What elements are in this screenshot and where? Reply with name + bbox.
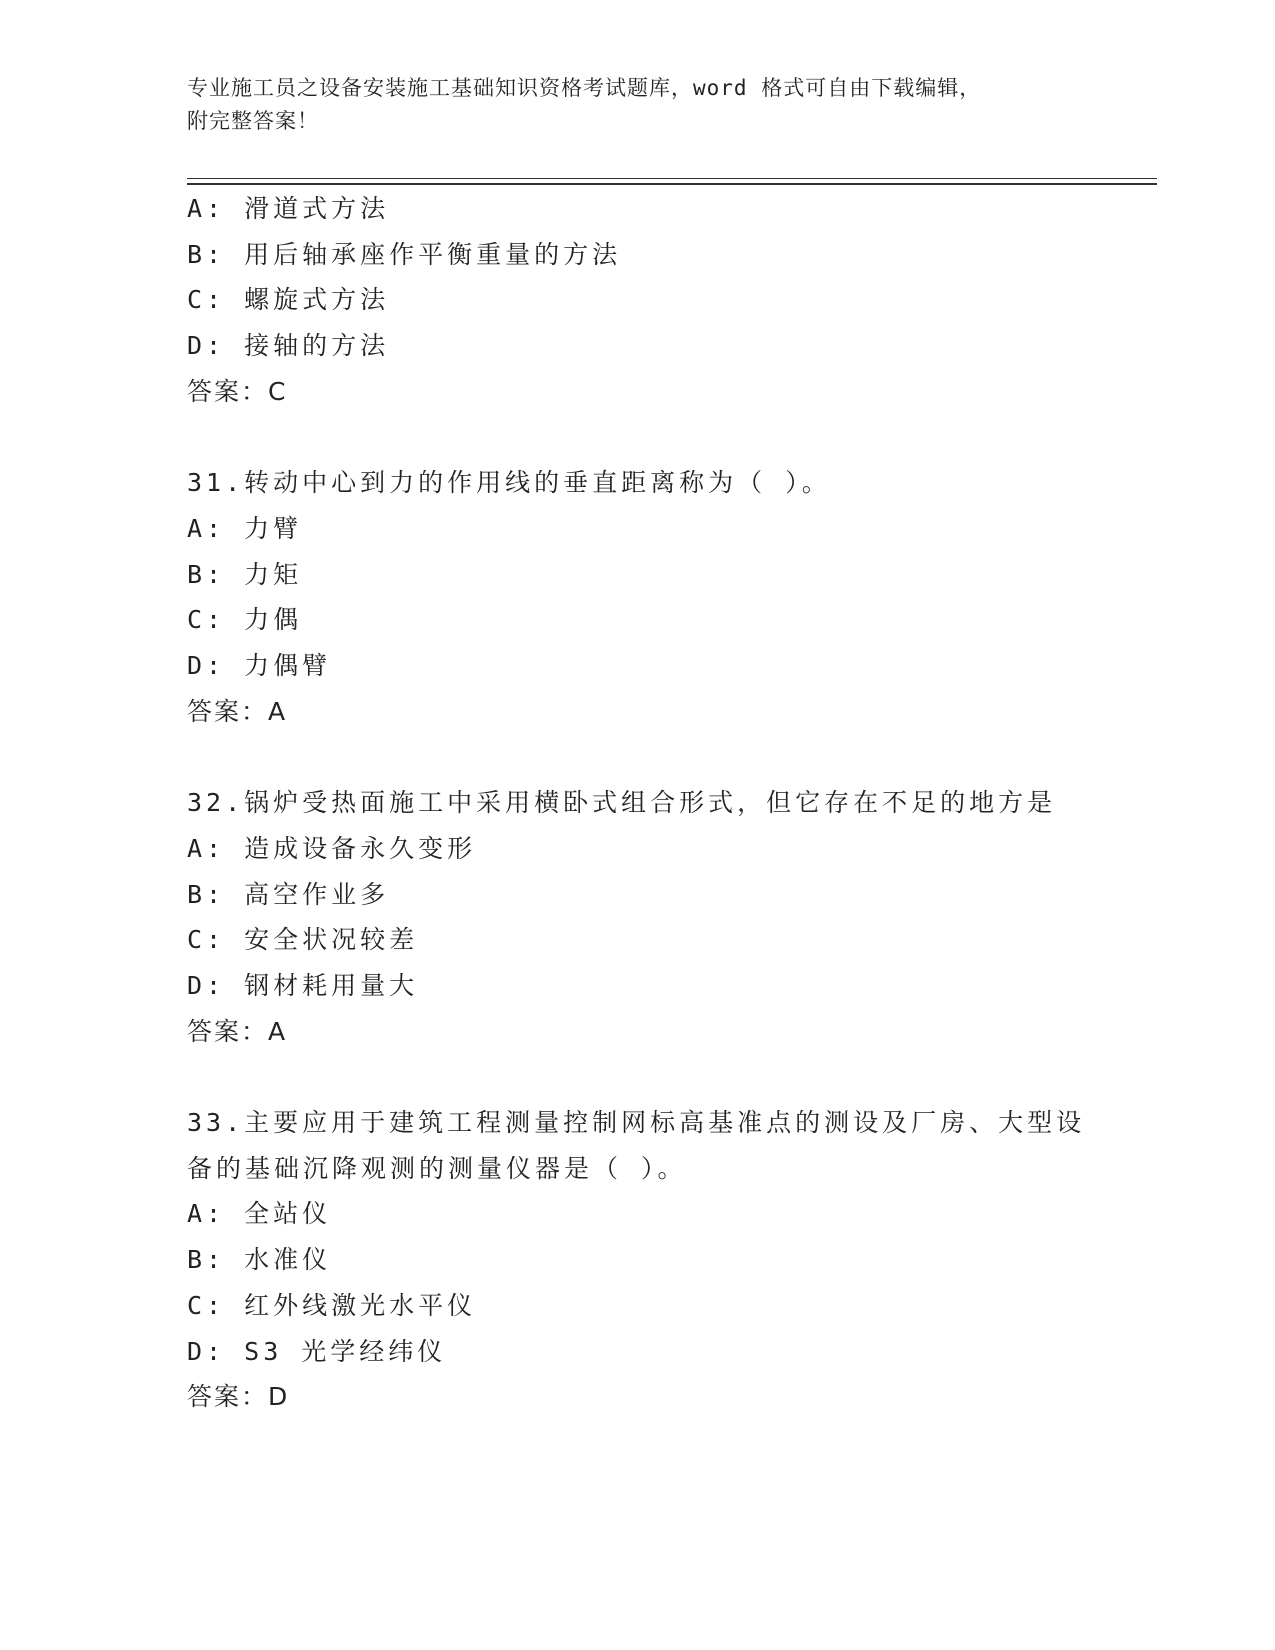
spacer: [187, 734, 1157, 780]
spacer: [187, 1054, 1157, 1100]
option-c: C: 安全状况较差: [187, 925, 419, 955]
option-d: D: 力偶臂: [187, 651, 332, 681]
spacer: [187, 415, 1157, 461]
answer-line: 答案：A: [187, 1016, 288, 1046]
question-list: [187, 186, 1157, 1420]
option-c: C: 红外线激光水平仪: [187, 1290, 477, 1320]
question-31: [187, 460, 1157, 734]
header-rule-thick: [187, 183, 1157, 185]
option-a: A: 造成设备永久变形: [187, 833, 477, 863]
question-stem-line-2: 备的基础沉降观测的测量仪器是（ ）。: [187, 1153, 687, 1183]
option-c: C: 螺旋式方法: [187, 285, 390, 315]
option-a: A: 力臂: [187, 513, 303, 543]
option-b: B: 力矩: [187, 559, 303, 589]
option-d: D: 接轴的方法: [187, 331, 390, 361]
header-line-2: 附完整答案！: [187, 109, 319, 133]
header-rule-thin: [187, 178, 1157, 179]
header-line-1: 专业施工员之设备安装施工基础知识资格考试题库，word 格式可自由下载编辑，: [187, 76, 982, 100]
option-d: D: 钢材耗用量大: [187, 970, 419, 1000]
answer-line: 答案：C: [187, 376, 288, 406]
answer-line: 答案：D: [187, 1382, 290, 1412]
question-32: [187, 780, 1157, 1054]
question-stem: 31.转动中心到力的作用线的垂直距离称为（ ）。: [187, 468, 831, 498]
option-b: B: 用后轴承座作平衡重量的方法: [187, 239, 622, 269]
question-30-continued: [187, 186, 1157, 415]
option-b: B: 高空作业多: [187, 879, 390, 909]
option-a: A: 全站仪: [187, 1199, 332, 1229]
question-stem-line-1: 33.主要应用于建筑工程测量控制网标高基准点的测设及厂房、大型设: [187, 1108, 1086, 1138]
option-b: B: 水准仪: [187, 1245, 332, 1275]
question-33: [187, 1100, 1157, 1420]
option-c: C: 力偶: [187, 605, 303, 635]
document-header: [187, 72, 1077, 138]
option-a: A: 滑道式方法: [187, 194, 390, 223]
answer-line: 答案：A: [187, 696, 288, 726]
question-stem: 32.锅炉受热面施工中采用横卧式组合形式，但它存在不足的地方是: [187, 788, 1057, 818]
option-d: D: S3 光学经纬仪: [187, 1336, 447, 1366]
